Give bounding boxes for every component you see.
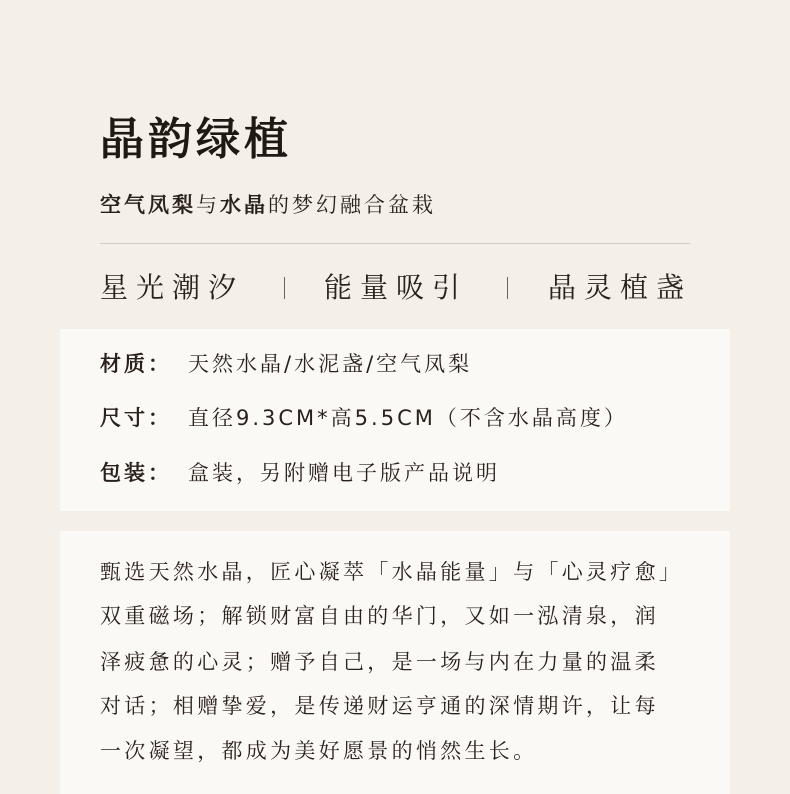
spec-row-size — [100, 403, 628, 433]
subtitle — [100, 190, 436, 220]
tagline-item-energy: 能量吸引 — [323, 271, 468, 304]
spec-card — [60, 329, 730, 511]
description-line: 泽疲惫的心灵；赠予自己，是一场与内在力量的温柔 — [100, 650, 659, 674]
subtitle-rest: 的梦幻融合盆栽 — [268, 193, 436, 217]
spec-value: 直径9.3CM*高5.5CM（不含水晶高度） — [188, 406, 628, 430]
spec-value: 天然水晶/水泥盏/空气凤梨 — [188, 352, 473, 376]
subtitle-connector: 与 — [196, 193, 220, 217]
spec-value: 盒装，另附赠电子版产品说明 — [188, 461, 500, 485]
subtitle-highlight-crystal: 水晶 — [220, 193, 268, 217]
tagline-separator — [284, 277, 285, 299]
subtitle-highlight-plant: 空气凤梨 — [100, 193, 196, 217]
spec-row-material — [100, 349, 472, 379]
page-title: 晶韵绿植 — [100, 114, 292, 165]
spec-label: 材质： — [100, 352, 172, 376]
tagline — [100, 268, 692, 308]
tagline-item-crystal: 晶灵植盏 — [547, 271, 692, 304]
description-line: 甄选天然水晶，匠心凝萃「水晶能量」与「心灵疗愈」 — [100, 560, 684, 584]
description-card — [60, 531, 730, 794]
tagline-separator — [507, 277, 508, 299]
spec-row-packaging — [100, 458, 500, 488]
description-line: 双重磁场；解锁财富自由的华门，又如一泓清泉，润 — [100, 604, 659, 628]
header-divider — [100, 243, 690, 244]
spec-label: 包装： — [100, 461, 172, 485]
spec-label: 尺寸： — [100, 406, 172, 430]
description-line: 一次凝望，都成为美好愿景的悄然生长。 — [100, 739, 538, 763]
tagline-item-starlight: 星光潮汐 — [100, 271, 245, 304]
description-line: 对话；相赠挚爱，是传递财运亨通的深情期许，让每 — [100, 694, 659, 718]
